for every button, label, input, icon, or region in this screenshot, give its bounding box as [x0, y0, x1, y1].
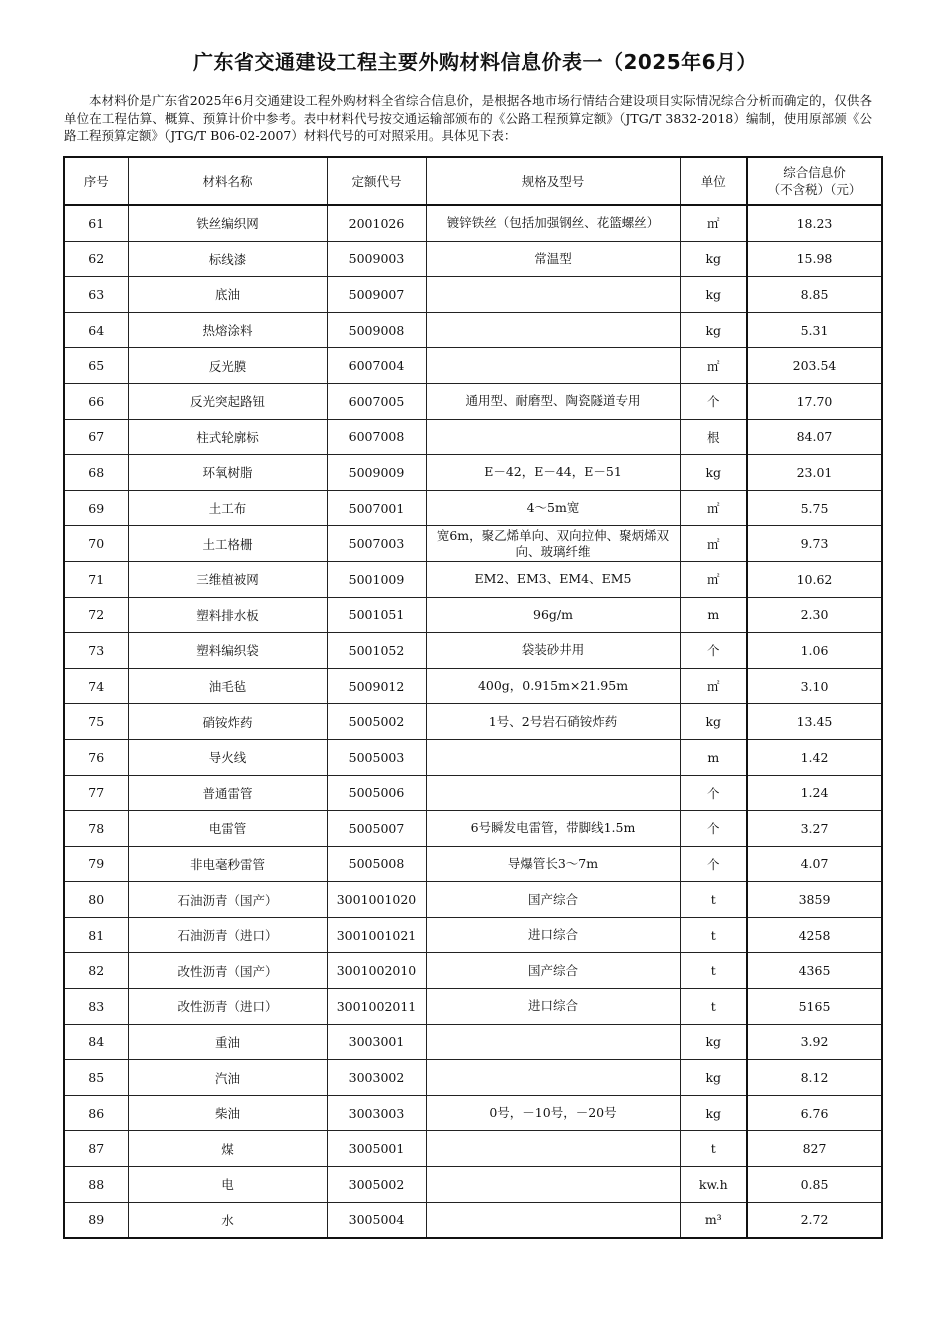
header-row — [64, 157, 882, 205]
cell-seq: 85 — [64, 1060, 128, 1096]
cell-code: 3005004 — [327, 1202, 426, 1238]
cell-spec: 96g/m — [426, 597, 680, 633]
cell-name: 重油 — [128, 1024, 327, 1060]
cell-price: 15.98 — [747, 241, 882, 277]
cell-price: 4258 — [747, 917, 882, 953]
cell-seq: 74 — [64, 668, 128, 704]
cell-unit: t — [680, 917, 747, 953]
cell-code: 3001002010 — [327, 953, 426, 989]
cell-name: 土工格栅 — [128, 526, 327, 562]
cell-code: 3005001 — [327, 1131, 426, 1167]
cell-spec — [426, 348, 680, 384]
cell-seq: 69 — [64, 490, 128, 526]
cell-code: 3001001021 — [327, 917, 426, 953]
cell-code: 5001052 — [327, 633, 426, 669]
cell-seq: 84 — [64, 1024, 128, 1060]
cell-name: 柱式轮廓标 — [128, 419, 327, 455]
table-row — [64, 561, 882, 597]
header-price-line1: 综合信息价 — [783, 165, 846, 180]
cell-unit: kg — [680, 312, 747, 348]
intro-paragraph: 本材料价是广东省2025年6月交通建设工程外购材料全省综合信息价，是根据各地市场行情结合建设项目实际情况综合分析而确定的，仅供各单位在工程估算、概算、预算计价中参考。表中材料代号按交通运输部颁布的《公路工程预算定额》（JTG/T 3832-2018）编制，使用原部颁《公路工程预算定额》（JTG/T B06-02-2007）材料代号的可对照采用。具体见下表： — [64, 93, 872, 143]
cell-unit: kg — [680, 1095, 747, 1131]
cell-unit: 个 — [680, 633, 747, 669]
cell-unit: kg — [680, 1060, 747, 1096]
cell-code: 5005002 — [327, 704, 426, 740]
cell-seq: 78 — [64, 811, 128, 847]
cell-name: 环氧树脂 — [128, 455, 327, 491]
cell-spec — [426, 1131, 680, 1167]
cell-code: 5009003 — [327, 241, 426, 277]
cell-spec — [426, 1024, 680, 1060]
cell-seq: 81 — [64, 917, 128, 953]
cell-name: 油毛毡 — [128, 668, 327, 704]
header-seq: 序号 — [64, 157, 128, 205]
cell-price: 3859 — [747, 882, 882, 918]
cell-price: 4.07 — [747, 846, 882, 882]
cell-spec — [426, 775, 680, 811]
cell-name: 石油沥青（国产） — [128, 882, 327, 918]
cell-unit: kw.h — [680, 1167, 747, 1203]
cell-unit: kg — [680, 704, 747, 740]
cell-unit: 个 — [680, 811, 747, 847]
cell-unit: t — [680, 953, 747, 989]
cell-spec: 进口综合 — [426, 989, 680, 1025]
cell-spec — [426, 1167, 680, 1203]
cell-code: 5007003 — [327, 526, 426, 562]
cell-seq: 73 — [64, 633, 128, 669]
cell-unit: kg — [680, 277, 747, 313]
cell-name: 反光突起路钮 — [128, 383, 327, 419]
cell-unit: m — [680, 597, 747, 633]
table-row — [64, 205, 882, 241]
cell-seq: 87 — [64, 1131, 128, 1167]
cell-name: 反光膜 — [128, 348, 327, 384]
cell-name: 汽油 — [128, 1060, 327, 1096]
cell-price: 1.24 — [747, 775, 882, 811]
table-row — [64, 383, 882, 419]
table-row — [64, 1095, 882, 1131]
cell-spec — [426, 419, 680, 455]
cell-code: 5009012 — [327, 668, 426, 704]
cell-spec: 宽6m，聚乙烯单向、双向拉伸、聚炳烯双向、玻璃纤维 — [426, 526, 680, 562]
cell-seq: 80 — [64, 882, 128, 918]
cell-price: 13.45 — [747, 704, 882, 740]
cell-seq: 76 — [64, 739, 128, 775]
cell-price: 9.73 — [747, 526, 882, 562]
header-name: 材料名称 — [128, 157, 327, 205]
cell-code: 3005002 — [327, 1167, 426, 1203]
cell-name: 导火线 — [128, 739, 327, 775]
cell-price: 6.76 — [747, 1095, 882, 1131]
cell-unit: 个 — [680, 383, 747, 419]
cell-spec: 6号瞬发电雷管，带脚线1.5m — [426, 811, 680, 847]
cell-seq: 67 — [64, 419, 128, 455]
cell-seq: 75 — [64, 704, 128, 740]
cell-code: 5001051 — [327, 597, 426, 633]
cell-unit: m — [680, 739, 747, 775]
table-row — [64, 668, 882, 704]
page-title: 广东省交通建设工程主要外购材料信息价表一（2025年6月） — [192, 50, 758, 74]
table-row — [64, 633, 882, 669]
cell-name: 水 — [128, 1202, 327, 1238]
table-row — [64, 526, 882, 562]
cell-price: 3.27 — [747, 811, 882, 847]
cell-price: 3.10 — [747, 668, 882, 704]
cell-name: 石油沥青（进口） — [128, 917, 327, 953]
cell-name: 硝铵炸药 — [128, 704, 327, 740]
cell-spec: 通用型、耐磨型、陶瓷隧道专用 — [426, 383, 680, 419]
cell-price: 2.72 — [747, 1202, 882, 1238]
cell-seq: 82 — [64, 953, 128, 989]
cell-price: 8.12 — [747, 1060, 882, 1096]
cell-name: 塑料排水板 — [128, 597, 327, 633]
table-row — [64, 1167, 882, 1203]
table-row — [64, 882, 882, 918]
cell-unit: ㎡ — [680, 205, 747, 241]
cell-code: 5001009 — [327, 561, 426, 597]
table-row — [64, 455, 882, 491]
cell-name: 改性沥青（进口） — [128, 989, 327, 1025]
table-row — [64, 775, 882, 811]
header-unit: 单位 — [680, 157, 747, 205]
cell-price: 827 — [747, 1131, 882, 1167]
price-table — [63, 156, 883, 1239]
cell-name: 改性沥青（国产） — [128, 953, 327, 989]
cell-name: 柴油 — [128, 1095, 327, 1131]
cell-code: 2001026 — [327, 205, 426, 241]
cell-seq: 63 — [64, 277, 128, 313]
table-row — [64, 490, 882, 526]
cell-price: 1.42 — [747, 739, 882, 775]
cell-unit: t — [680, 989, 747, 1025]
cell-spec — [426, 739, 680, 775]
table-row — [64, 953, 882, 989]
cell-spec: 进口综合 — [426, 917, 680, 953]
cell-spec: 镀锌铁丝（包括加强钢丝、花篮螺丝） — [426, 205, 680, 241]
cell-price: 10.62 — [747, 561, 882, 597]
cell-seq: 86 — [64, 1095, 128, 1131]
cell-name: 非电毫秒雷管 — [128, 846, 327, 882]
cell-code: 5009009 — [327, 455, 426, 491]
header-code: 定额代号 — [327, 157, 426, 205]
cell-unit: kg — [680, 241, 747, 277]
cell-spec: 导爆管长3～7m — [426, 846, 680, 882]
cell-price: 84.07 — [747, 419, 882, 455]
cell-spec: 400g，0.915m×21.95m — [426, 668, 680, 704]
cell-unit: t — [680, 1131, 747, 1167]
cell-code: 5009007 — [327, 277, 426, 313]
table-row — [64, 419, 882, 455]
cell-seq: 89 — [64, 1202, 128, 1238]
cell-price: 3.92 — [747, 1024, 882, 1060]
cell-spec: EM2、EM3、EM4、EM5 — [426, 561, 680, 597]
cell-price: 1.06 — [747, 633, 882, 669]
cell-seq: 72 — [64, 597, 128, 633]
cell-code: 5005006 — [327, 775, 426, 811]
cell-code: 3001002011 — [327, 989, 426, 1025]
cell-seq: 65 — [64, 348, 128, 384]
cell-price: 23.01 — [747, 455, 882, 491]
cell-name: 普通雷管 — [128, 775, 327, 811]
cell-code: 3003001 — [327, 1024, 426, 1060]
cell-spec: 0号，－10号，－20号 — [426, 1095, 680, 1131]
table-row — [64, 1060, 882, 1096]
header-price — [747, 157, 882, 205]
cell-seq: 64 — [64, 312, 128, 348]
table-row — [64, 241, 882, 277]
table-row — [64, 597, 882, 633]
cell-spec — [426, 312, 680, 348]
cell-code: 6007005 — [327, 383, 426, 419]
cell-unit: m³ — [680, 1202, 747, 1238]
cell-unit: ㎡ — [680, 526, 747, 562]
table-row — [64, 277, 882, 313]
cell-seq: 61 — [64, 205, 128, 241]
table-row — [64, 846, 882, 882]
cell-code: 3003002 — [327, 1060, 426, 1096]
cell-spec: 常温型 — [426, 241, 680, 277]
cell-seq: 83 — [64, 989, 128, 1025]
cell-seq: 77 — [64, 775, 128, 811]
cell-seq: 62 — [64, 241, 128, 277]
cell-name: 煤 — [128, 1131, 327, 1167]
cell-seq: 70 — [64, 526, 128, 562]
cell-code: 6007008 — [327, 419, 426, 455]
cell-unit: ㎡ — [680, 490, 747, 526]
table-row — [64, 1202, 882, 1238]
cell-unit: ㎡ — [680, 561, 747, 597]
cell-unit: t — [680, 882, 747, 918]
cell-code: 5005008 — [327, 846, 426, 882]
cell-code: 5007001 — [327, 490, 426, 526]
table-row — [64, 811, 882, 847]
cell-seq: 71 — [64, 561, 128, 597]
cell-price: 18.23 — [747, 205, 882, 241]
table-row — [64, 1024, 882, 1060]
cell-spec: 袋装砂井用 — [426, 633, 680, 669]
table-row — [64, 917, 882, 953]
cell-spec — [426, 1060, 680, 1096]
cell-spec: 4～5m宽 — [426, 490, 680, 526]
header-spec: 规格及型号 — [426, 157, 680, 205]
cell-name: 底油 — [128, 277, 327, 313]
table-row — [64, 312, 882, 348]
cell-name: 电雷管 — [128, 811, 327, 847]
cell-code: 5005007 — [327, 811, 426, 847]
cell-unit: kg — [680, 455, 747, 491]
table-row — [64, 704, 882, 740]
cell-price: 8.85 — [747, 277, 882, 313]
cell-price: 5.75 — [747, 490, 882, 526]
cell-price: 4365 — [747, 953, 882, 989]
cell-name: 塑料编织袋 — [128, 633, 327, 669]
table-row — [64, 739, 882, 775]
cell-code: 3001001020 — [327, 882, 426, 918]
cell-price: 5.31 — [747, 312, 882, 348]
cell-spec: 国产综合 — [426, 953, 680, 989]
cell-name: 电 — [128, 1167, 327, 1203]
cell-unit: 个 — [680, 846, 747, 882]
cell-spec: E－42，E－44，E－51 — [426, 455, 680, 491]
cell-seq: 68 — [64, 455, 128, 491]
cell-price: 203.54 — [747, 348, 882, 384]
cell-spec — [426, 1202, 680, 1238]
cell-name: 热熔涂料 — [128, 312, 327, 348]
cell-seq: 88 — [64, 1167, 128, 1203]
cell-price: 17.70 — [747, 383, 882, 419]
cell-unit: 个 — [680, 775, 747, 811]
table-body — [64, 205, 882, 1238]
cell-name: 标线漆 — [128, 241, 327, 277]
cell-spec: 1号、2号岩石硝铵炸药 — [426, 704, 680, 740]
cell-price: 5165 — [747, 989, 882, 1025]
header-price-line2: （不含税）（元） — [767, 182, 862, 197]
cell-unit: kg — [680, 1024, 747, 1060]
cell-code: 5005003 — [327, 739, 426, 775]
cell-unit: ㎡ — [680, 348, 747, 384]
cell-seq: 79 — [64, 846, 128, 882]
cell-code: 5009008 — [327, 312, 426, 348]
cell-name: 三维植被网 — [128, 561, 327, 597]
table-row — [64, 989, 882, 1025]
table-row — [64, 1131, 882, 1167]
cell-name: 铁丝编织网 — [128, 205, 327, 241]
cell-seq: 66 — [64, 383, 128, 419]
cell-unit: ㎡ — [680, 668, 747, 704]
cell-code: 3003003 — [327, 1095, 426, 1131]
cell-price: 0.85 — [747, 1167, 882, 1203]
cell-name: 土工布 — [128, 490, 327, 526]
table-row — [64, 348, 882, 384]
cell-code: 6007004 — [327, 348, 426, 384]
cell-spec: 国产综合 — [426, 882, 680, 918]
table-header — [64, 157, 882, 205]
cell-price: 2.30 — [747, 597, 882, 633]
cell-unit: 根 — [680, 419, 747, 455]
cell-spec — [426, 277, 680, 313]
